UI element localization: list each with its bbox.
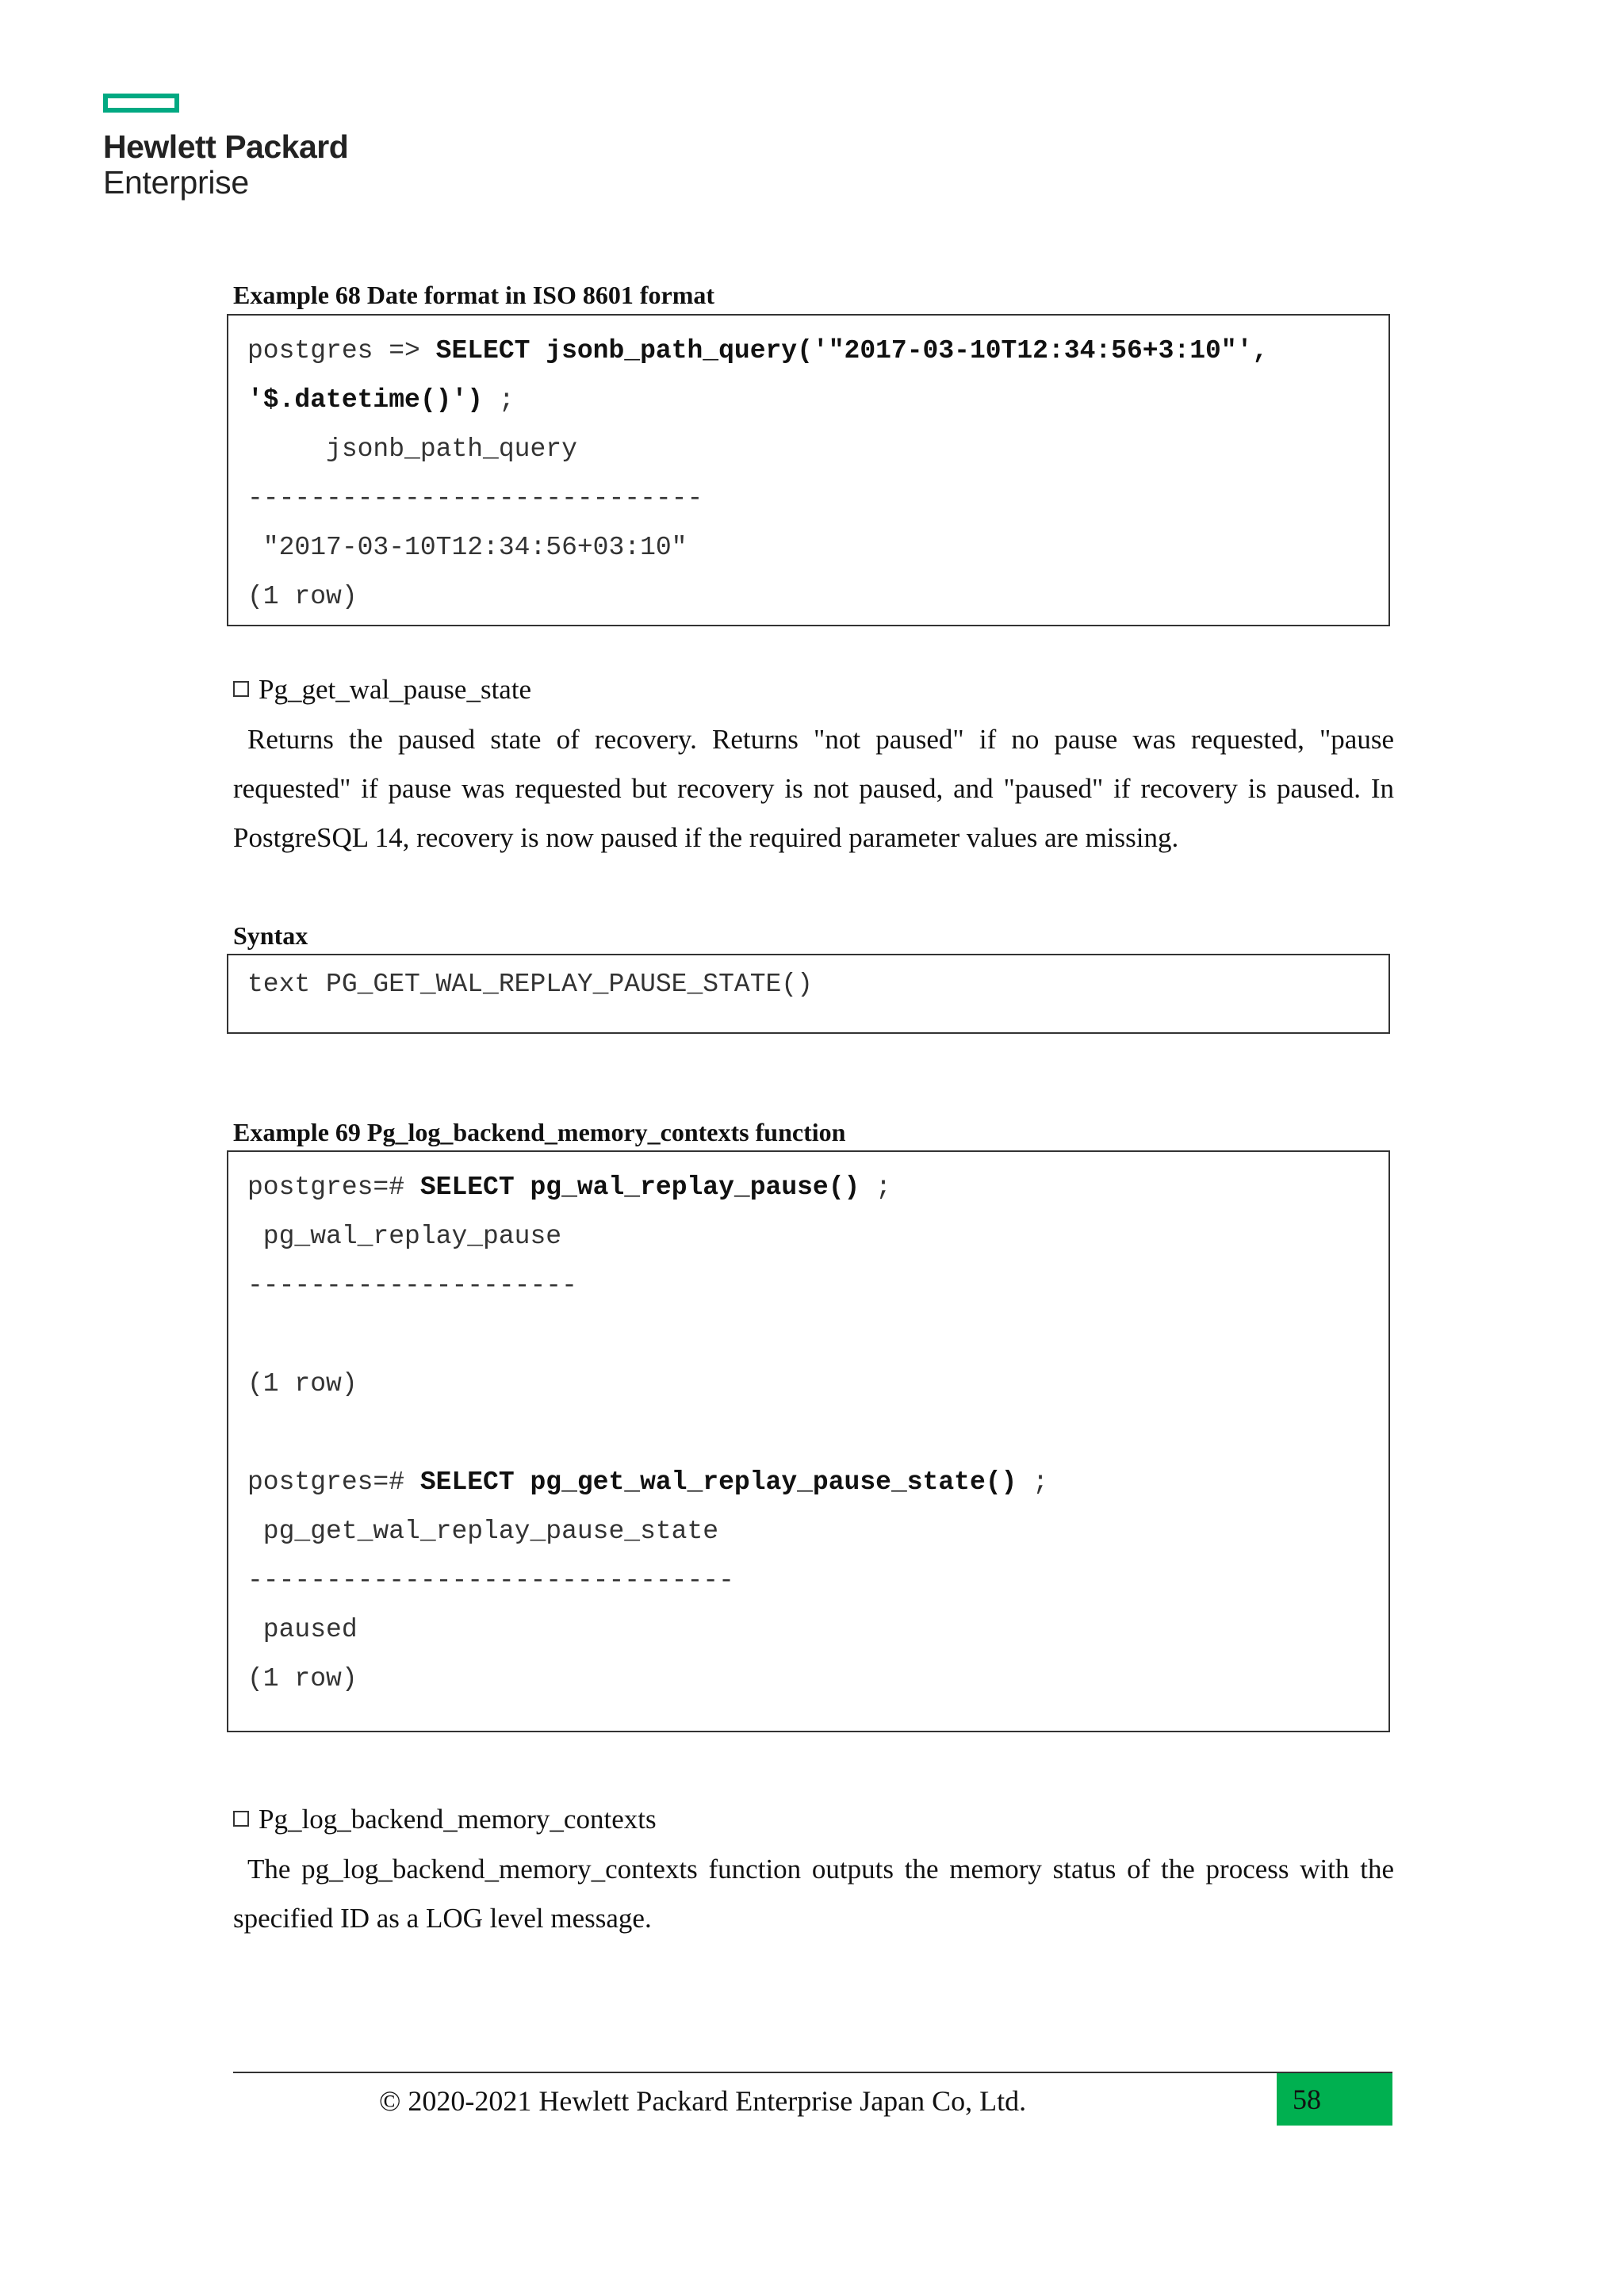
code-plain: pg_get_wal_replay_pause_state <box>247 1517 719 1546</box>
code-line <box>247 1163 1369 1212</box>
code-rest: ; <box>1017 1468 1048 1497</box>
code-plain: ----------------------------- <box>247 484 703 513</box>
section1-paragraph: Returns the paused state of recovery. Returns "not paused" if no pause was requested, "pause requested" if pause was requested but recovery is not paused, and "paused" if recovery is paused. In PostgreSQL 14, recovery is now paused if the required parameter values are missing. <box>233 724 1394 853</box>
syntax-caption: Syntax <box>233 921 308 950</box>
example69-caption: Example 69 Pg_log_backend_memory_contexts function <box>233 1118 846 1146</box>
bullet-label: Pg_get_wal_pause_state <box>259 674 532 705</box>
code-plain: (1 row) <box>247 582 358 611</box>
bullet-pg-get-wal-pause-state <box>233 672 531 707</box>
code-plain: postgres=# <box>247 1173 420 1202</box>
code-line <box>247 1409 1369 1458</box>
code-line <box>247 1507 1369 1556</box>
code-line <box>247 1360 1369 1409</box>
code-line <box>247 523 1369 572</box>
logo-text-line2: Enterprise <box>103 164 249 201</box>
bullet-label: Pg_log_backend_memory_contexts <box>259 1804 657 1835</box>
code-bold: '$.datetime()') <box>247 385 484 415</box>
section2-paragraph: The pg_log_backend_memory_contexts function outputs the memory status of the process with the specified ID as a LOG level message. <box>233 1854 1394 1934</box>
bullet-square-icon <box>233 1811 249 1827</box>
example68-caption: Example 68 Date format in ISO 8601 format <box>233 281 715 309</box>
code-line <box>247 376 1369 425</box>
syntax-code-line: text PG_GET_WAL_REPLAY_PAUSE_STATE() <box>247 970 813 999</box>
bullet-pg-log-backend-memory-contexts <box>233 1802 657 1837</box>
code-line <box>247 474 1369 523</box>
hpe-logo <box>103 94 348 200</box>
hpe-logo-mark <box>103 94 179 113</box>
code-plain: pg_wal_replay_pause <box>247 1222 562 1251</box>
code-bold: SELECT jsonb_path_query('"2017-03-10T12:34:56+3:10"', <box>435 336 1269 365</box>
page-number: 58 <box>1277 2073 1392 2126</box>
code-line <box>247 572 1369 622</box>
code-line <box>247 1458 1369 1507</box>
code-plain: --------------------- <box>247 1271 577 1300</box>
code-plain: postgres => <box>247 336 436 365</box>
code-plain: "2017-03-10T12:34:56+03:10" <box>247 533 688 562</box>
code-line <box>247 1212 1369 1261</box>
bullet-square-icon <box>233 681 249 697</box>
logo-text-line1: Hewlett Packard <box>103 128 349 165</box>
syntax-code-box <box>227 954 1390 1034</box>
footer-copyright: © 2020-2021 Hewlett Packard Enterprise Japan Co, Ltd. <box>379 2085 1027 2117</box>
footer-rule <box>233 2072 1392 2073</box>
code-bold: SELECT pg_get_wal_replay_pause_state() <box>419 1468 1017 1497</box>
code-plain: (1 row) <box>247 1369 358 1399</box>
code-rest: ; <box>860 1173 891 1202</box>
code-plain: postgres=# <box>247 1468 420 1497</box>
code-line <box>247 327 1369 376</box>
code-rest: ; <box>483 385 515 415</box>
code-bold: SELECT pg_wal_replay_pause() <box>419 1173 860 1202</box>
example69-code-box <box>227 1150 1390 1732</box>
code-plain: ------------------------------- <box>247 1566 734 1595</box>
code-line <box>247 1261 1369 1311</box>
code-plain: paused <box>247 1615 358 1644</box>
code-line <box>247 1605 1369 1655</box>
example68-code-box <box>227 314 1390 626</box>
code-plain: jsonb_path_query <box>247 434 577 464</box>
code-line <box>247 425 1369 474</box>
code-plain: (1 row) <box>247 1664 358 1693</box>
code-line <box>247 1311 1369 1360</box>
code-line <box>247 1655 1369 1704</box>
code-line <box>247 1556 1369 1605</box>
